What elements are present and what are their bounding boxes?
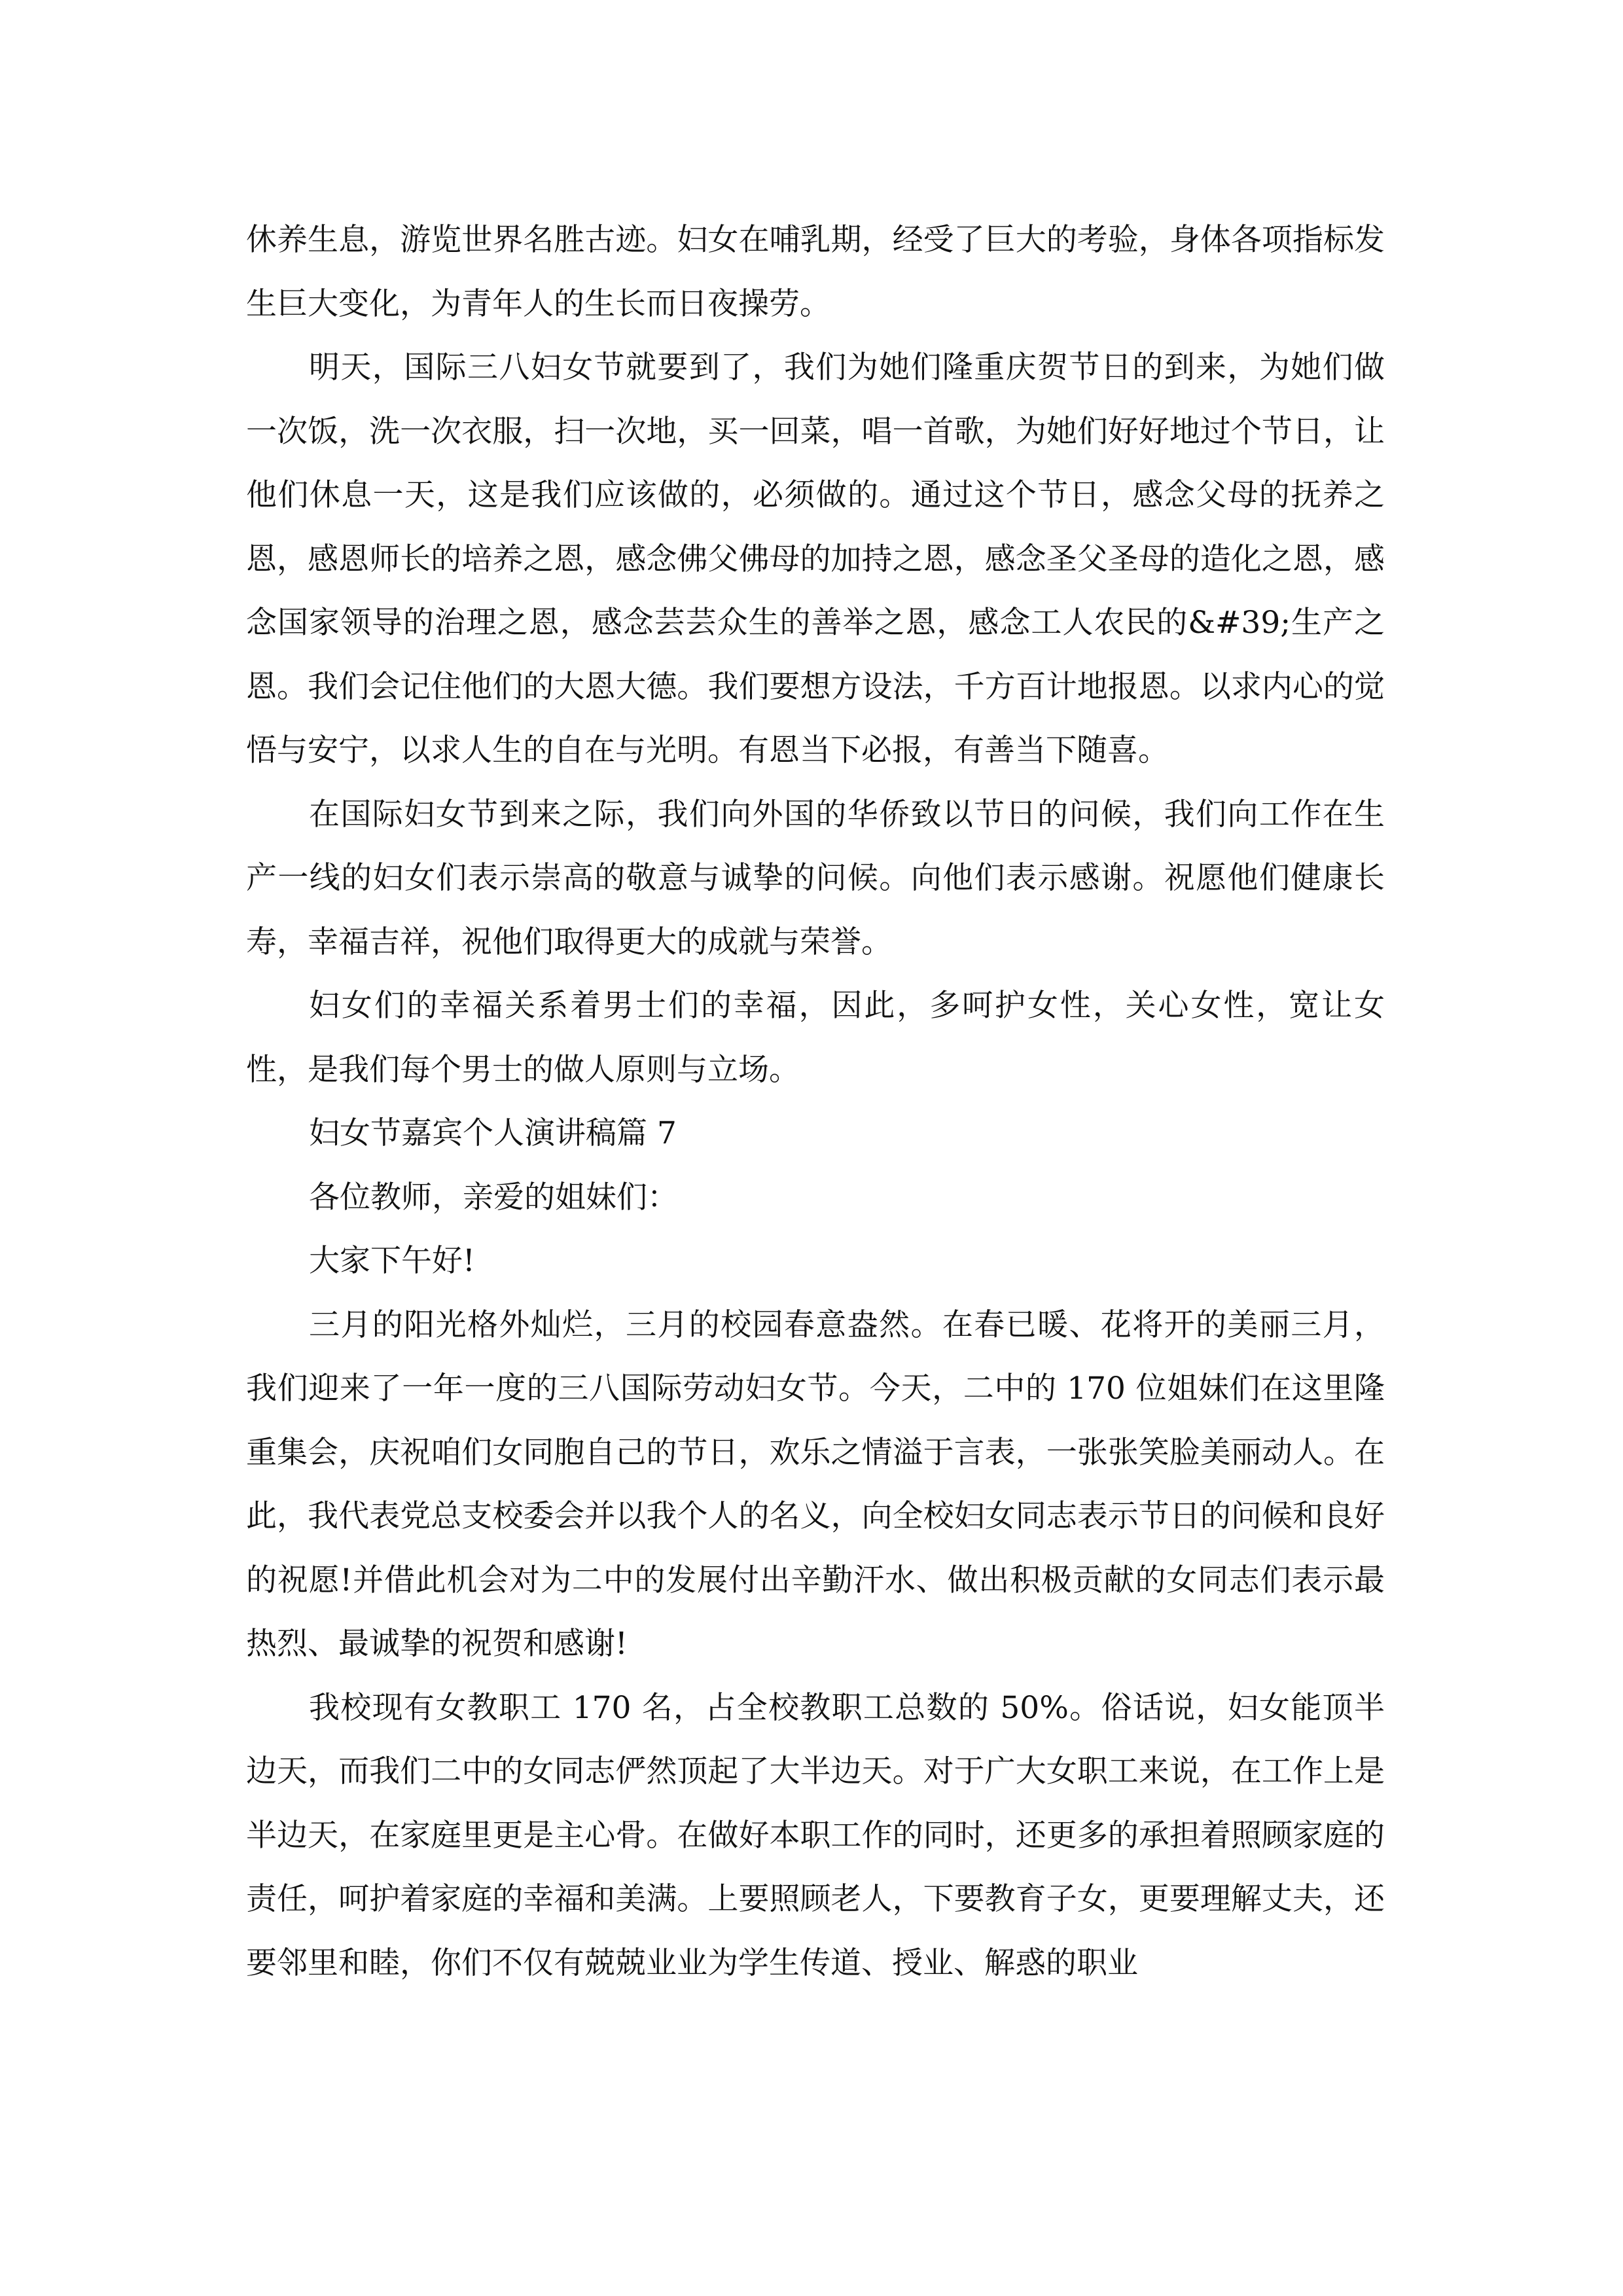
paragraph-womens-day-tomorrow: 明天，国际三八妇女节就要到了，我们为她们隆重庆贺节日的到来，为她们做一次饭，洗一次衣服，扫一次地，买一回菜，唱一首歌，为她们好好地过个节日，让他们休息一天，这是我们应该做的，必须做的。通过这个节日，感念父母的抚养之恩，感恩师长的培养之恩，感念佛父佛母的加持之恩，感念圣父圣母的造化之恩，感念国家领导的治理之恩，感念芸芸众生的善举之恩，感念工人农民的&#39;生产之恩。我们会记住他们的大恩大德。我们要想方设法，千方百计地报恩。以求内心的觉悟与安宁，以求人生的自在与光明。有恩当下必报，有善当下随喜。 bbox=[246, 350, 1385, 768]
paragraph-march-sunshine: 三月的阳光格外灿烂，三月的校园春意盎然。在春已暖、花将开的美丽三月，我们迎来了一年一度的三八国际劳动妇女节。今天，二中的 170 位姐妹们在这里隆重集会，庆祝咱们女同胞自己的节日，欢乐之情溢于言表，一张张笑脸美丽动人。在此，我代表党总支校委会并以我个人的名义，向全校妇女同志表示节日的问候和良好的祝愿!并借此机会对为二中的发展付出辛勤汗水、做出积极贡献的女同志们表示最热烈、最诚挚的祝贺和感谢! bbox=[246, 1306, 1385, 1662]
paragraph-female-staff: 我校现有女教职工 170 名，占全校教职工总数的 50%。俗话说，妇女能顶半边天，而我们二中的女同志俨然顶起了大半边天。对于广大女职工来说，在工作上是半边天，在家庭里更是主心骨。在做好本职工作的同时，还更多的承担着照顾家庭的责任，呵护着家庭的幸福和美满。上要照顾老人，下要教育子女，更要理解丈夫，还要邻里和睦，你们不仅有兢兢业业为学生传道、授业、解惑的职业 bbox=[246, 1689, 1385, 1981]
paragraph-happiness-of-women: 妇女们的幸福关系着男士们的幸福，因此，多呵护女性，关心女性，宽让女性，是我们每个男士的做人原则与立场。 bbox=[246, 988, 1385, 1088]
paragraph-greetings-overseas: 在国际妇女节到来之际，我们向外国的华侨致以节日的问候，我们向工作在生产一线的妇女们表示崇高的敬意与诚挚的问候。向他们表示感谢。祝愿他们健康长寿，幸福吉祥，祝他们取得更大的成就与荣誉。 bbox=[246, 796, 1385, 960]
section-heading: 妇女节嘉宾个人演讲稿篇 7 bbox=[309, 1115, 677, 1151]
document-page bbox=[246, 208, 1385, 1995]
paragraph-continuation: 休养生息，游览世界名胜古迹。妇女在哺乳期，经受了巨大的考验，身体各项指标发生巨大变化，为青年人的生长而日夜操劳。 bbox=[246, 222, 1385, 322]
greeting: 大家下午好! bbox=[309, 1243, 475, 1279]
salutation: 各位教师，亲爱的姐妹们： bbox=[309, 1179, 678, 1215]
